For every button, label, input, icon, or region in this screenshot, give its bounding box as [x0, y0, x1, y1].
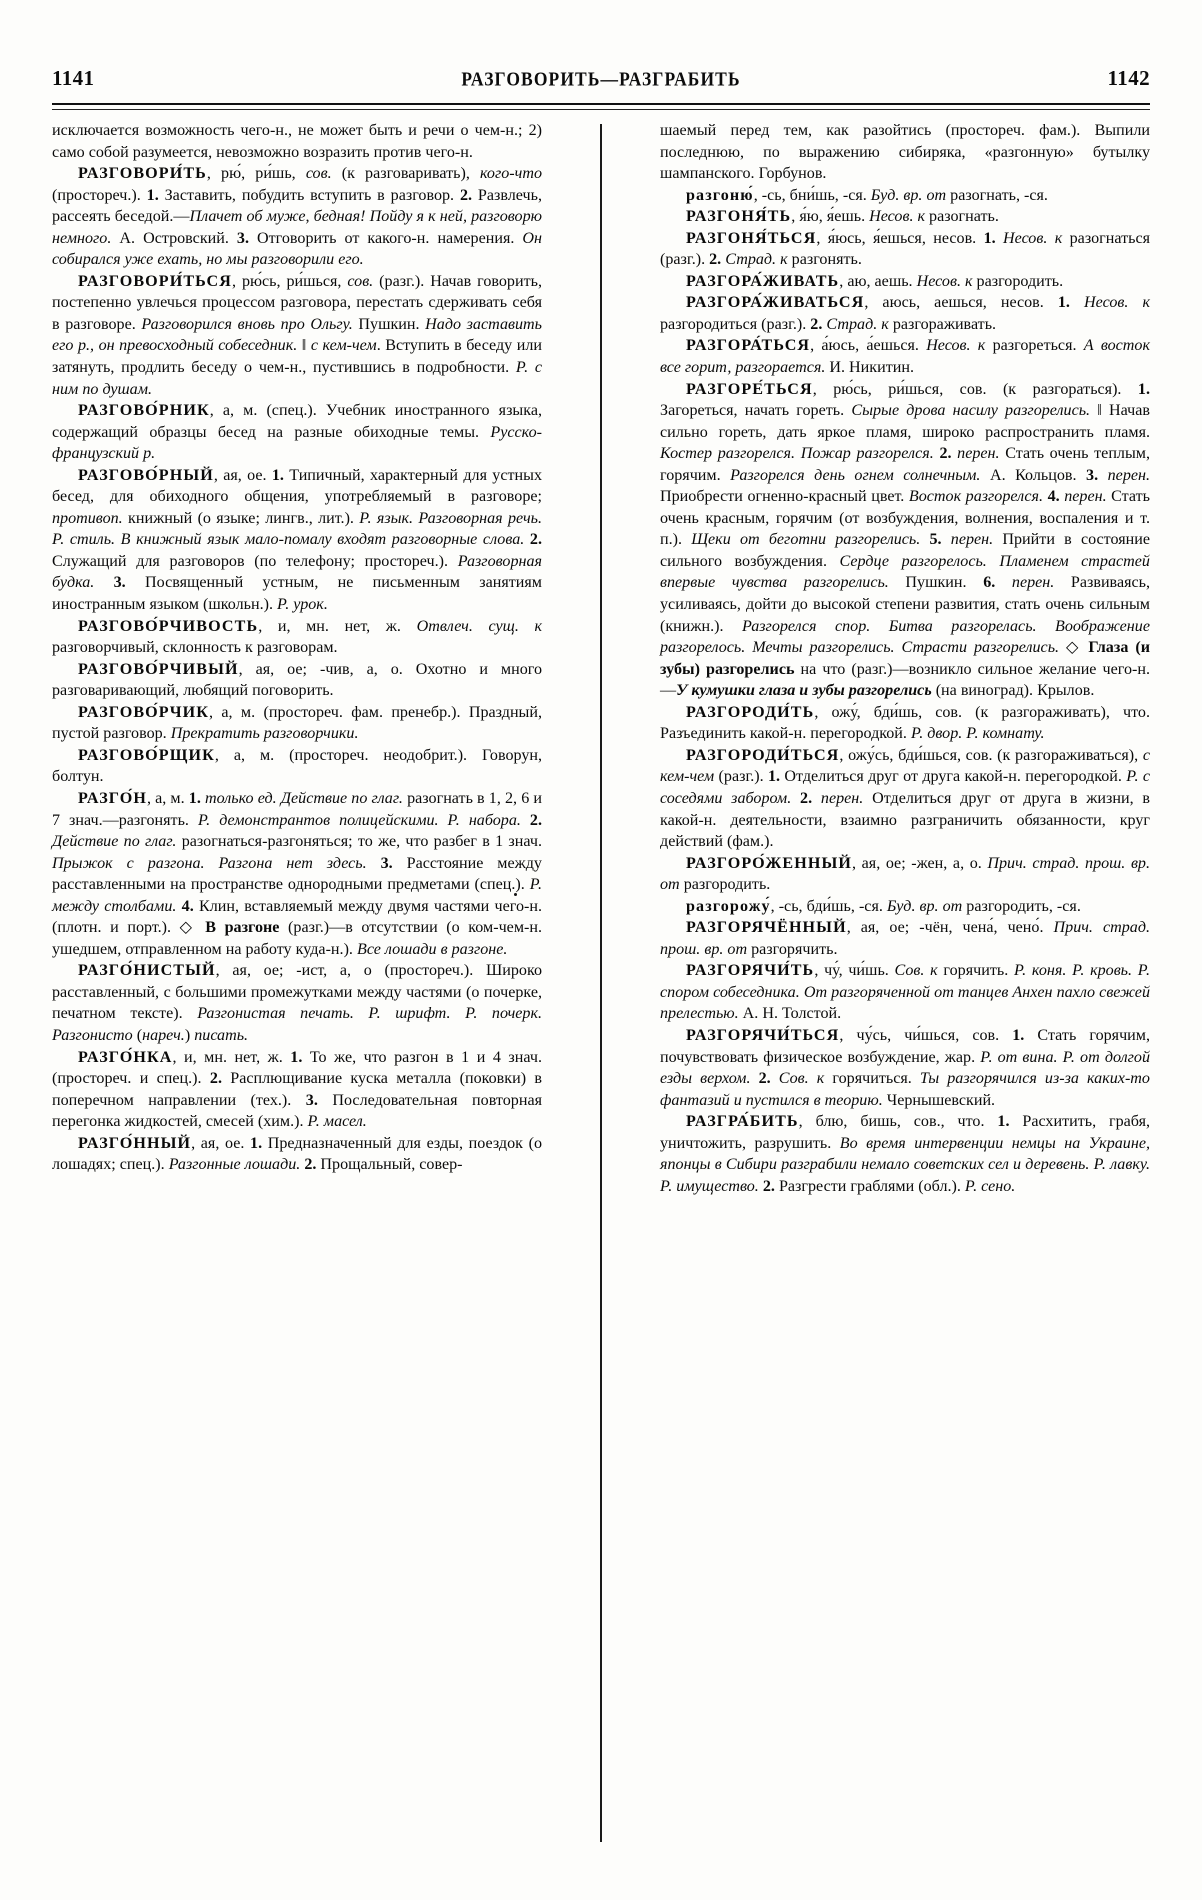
entry-definition: 1. Типичный, характерный для устных бесед, для обиходного общения, употребляемый в разговоре; противоп. книжный (о языке; лингв., лит.). Р. язык. Разговорная речь. Р. стиль. В книжный язык мало-помалу входят разговорные слова. 2. Служащий для разговоров (по телефону; простореч.). Разговорная будка. 3. Посвященный устным, не письменным занятиям иностранным языком (школьн.). Р. урок.: [52, 466, 543, 614]
entry-definition: (простореч.). Широко расставленный, с большими промежутками между частями (о почерке, печатном тексте). Разгонистая печать. Р. шрифт. Р. почерк. Разгонисто (нареч.) писать.: [52, 962, 543, 1044]
entry-grammar: , ая, ое.: [213, 466, 272, 484]
entry-grammar: , а, м.: [209, 703, 264, 721]
entry-headword: РАЗГО́НИСТЫЙ: [78, 962, 216, 980]
entry-headword: РАЗГОВО́РЧИВОСТЬ: [78, 617, 259, 635]
entry-definition: 1. То же, что разгон в 1 и 4 знач. (простореч. и спец.). 2. Расплющивание куска металла (поковки) в поперечном направлении (тех.). 3. Последовательная повторная перегонка жидкостей, смесей (хим.). Р. масел.: [52, 1048, 543, 1131]
entry-headword: РАЗГОРЕ́ТЬСЯ: [686, 380, 813, 398]
entry-definition: Сов. к горячить. Р. коня. Р. кровь. Р. спором собеседника. От разгоряченной от танцев Анхен пахло свежей прелестью. А. Н. Толстой.: [660, 962, 1150, 1023]
entry-grammar: , я́ю, я́ешь.: [791, 208, 870, 226]
entry-grammar: , ожу́, бди́шь, сов.: [814, 703, 976, 721]
entry-headword: разгоню́: [686, 186, 754, 204]
entry-definition: (к разгораться). 1. Загореться, начать гореть. Сырые дрова насилу разгорелись. ‖ Начав сильно гореть, дать яркое пламя, широко распространить пламя. Костер разгорелся. Пожар разгорелся. 2. перен. Стать очень теплым, горячим. Разгорелся день огнем солнечным. А. Кольцов. 3. перен. Приобрести огненно-красный цвет. Восток разгорелся. 4. перен. Стать очень красным, горячим (от возбуждения, волнения, воспаления и т. п.). Щеки от беготни разгорелись. 5. перен. Прийти в состояние сильного возбуждения. Сердце разгорелось. Пламенем страстей впервые чувства разгорелись. Пушкин. 6. перен. Развиваясь, усиливаясь, дойти до высокой степени развития, стать очень сильным (книжн.). Разгорелся спор. Битва разгорелась. Воображение разгорелось. Мечты разгорелись. Страсти разгорелись. ◇ Глаза (и зубы) разгорелись на что (разг.)—возникло сильное желание чего-н.—У кумушки глаза и зубы разгорелись (на виноград). Крылов.: [660, 380, 1151, 700]
entry-headword: РАЗГОРЯЧЁННЫЙ: [686, 919, 847, 937]
dictionary-entry: [660, 379, 1150, 702]
entry-headword: РАЗГО́Н: [78, 789, 147, 807]
entry-headword: РАЗГОРОДИ́ТЬ: [686, 703, 815, 721]
dictionary-entry: [660, 960, 1150, 1025]
entry-definition: 1. только ед. Действие по глаг. разогнать в 1, 2, 6 и 7 знач.—разгонять. Р. демонстрантов полицейскими. Р. набора. 2. Действие по глаг. разогнаться-разгоняться; то же, что разбег в 1 знач. Прыжок с разгона. Разгона нет здесь. 3. Расстояние между расставленными на пространстве однородными предметами (спец.). Р. между столбами. 4. Клин, вставляемый между двумя частями чего-н. (плотн. и порт.). ◇ В разгоне (разг.)—в отсутствии (о ком-чем-н. ушедшем, отправленном на работу куда-н.). Все лошади в разгоне.: [52, 789, 543, 958]
column-gutter: [542, 120, 660, 1850]
entry-grammar: , ая, ое; -чив, а, о.: [238, 660, 416, 678]
entry-definition: 1. Стать горячим, почувствовать физическое возбуждение, жар. Р. от вина. Р. от долгой езды верхом. 2. Сов. к горячиться. Ты разгорячился из-за каких-то фантазий и пустился в теорию. Чернышевский.: [660, 1026, 1150, 1109]
column-left: [52, 120, 542, 1850]
dictionary-entry: [660, 1111, 1150, 1197]
entry-grammar: , а, м.: [214, 746, 290, 764]
entry-grammar: , чу́, чи́шь.: [814, 962, 895, 980]
entry-headword: РАЗГОВО́РЧИВЫЙ: [78, 660, 239, 678]
entry-definition: 1. Расхитить, грабя, уничтожить, разрушить. Во время интервенции немцы на Украине, японцы в Сибири разграбили немало советских сел и деревень. Р. лавку. Р. имущество. 2. Разгрести граблями (обл.). Р. сено.: [660, 1113, 1151, 1195]
entry-grammar: , а, м.: [146, 789, 189, 807]
entry-headword: РАЗГРА́БИТЬ: [686, 1113, 799, 1131]
entry-definition: 1. Несов. к разогнаться (разг.). 2. Страд. к разгонять.: [660, 229, 1150, 269]
entry-definition: Отвлеч. сущ. к разговорчивый, склонность к разговорам.: [52, 617, 542, 657]
dictionary-entry: [660, 292, 1150, 335]
entry-grammar: , аю, аешь.: [839, 272, 917, 290]
entry-definition: сов. (разг.). Начав говорить, постепенно увлечься процессом разговора, перестать сдерживать себя в разговоре. Разговорился вновь про Ольгу. Пушкин. Надо заставить его р., он превосходный собеседник. ‖ с кем-чем. Вступить в беседу или затянуть, продлить беседу о чем-н., пустившись в подробности. Р. с ним по душам.: [52, 272, 542, 398]
column-divider-rule: [600, 124, 602, 1842]
dictionary-entry: [52, 702, 542, 745]
dictionary-entry: [660, 185, 1150, 207]
entry-headword: РАЗГОРЯЧИ́ТЬСЯ: [686, 1026, 840, 1044]
entry-definition: Несов. к разгородить.: [916, 272, 1064, 290]
entry-headword: РАЗГО́ННЫЙ: [78, 1134, 192, 1152]
entry-definition: 1. Предназначенный для езды, поездок (о лошадях; спец.). Разгонные лошади. 2. Прощальный, совер-: [52, 1134, 543, 1174]
dictionary-entry: [660, 917, 1150, 960]
entry-definition: (к разгораживаться), с кем-чем (разг.). 1. Отделиться друг от друга какой-н. перегородкой. Р. с соседями забором. 2. перен. Отделиться друг от друга в жизни, в какой-н. деятельности, взаимно разграничить обязанности, круг действий (фам.).: [660, 746, 1150, 851]
entry-headword: РАЗГОВОРИ́ТЬСЯ: [78, 272, 232, 290]
carryover-paragraph: [52, 120, 542, 163]
entry-definition: Прич. страд. прош. вр. от разгородить.: [660, 854, 1150, 894]
entry-list-right: [660, 185, 1150, 1198]
entry-list-left: [52, 163, 542, 1176]
dictionary-entry: [52, 271, 542, 400]
entry-grammar: , аюсь, аешься, несов.: [864, 294, 1058, 312]
margin-dot-mark: [514, 893, 517, 896]
entry-definition: Прич. страд. прош. вр. от разгорячить.: [660, 919, 1151, 958]
carryover-text: шаемый перед тем, как разойтись (простореч. фам.). Выпили последнюю, по выражению сибиряка, «разгонную» бутылку шампанского. Горбунов.: [660, 122, 1150, 183]
entry-headword: РАЗГОРА́ЖИВАТЬ: [686, 272, 840, 290]
entry-definition: (спец.). Учебник иностранного языка, содержащий образцы бесед на разные обиходные темы. Русско-французский р.: [52, 402, 542, 463]
entry-grammar: , ая, ое; -ист, а, о: [215, 962, 385, 980]
entry-grammar: , и, мн. нет, ж.: [172, 1048, 291, 1066]
entry-grammar: , ая, ое; -чён, чена́, чено́.: [846, 919, 1054, 937]
column-right: [660, 120, 1150, 1850]
dictionary-entry: [52, 960, 542, 1046]
entry-definition: Несов. к разгореться. А восток все горит, разгорается. И. Никитин.: [660, 337, 1151, 377]
dictionary-entry: [52, 788, 542, 960]
entry-definition: сов. (к разговаривать), кого-что (простореч.). 1. Заставить, побудить вступить в разговор. 2. Развлечь, рассеять беседой.—Плачет об муже, бедная! Пойду я к ней, разговорю немного. А. Островский. 3. Отговорить от какого-н. намерения. Он собирался уже ехать, но мы разговорили его.: [52, 165, 543, 269]
entry-headword: РАЗГОРА́ЖИВАТЬСЯ: [686, 294, 865, 312]
text-columns: [52, 120, 1150, 1850]
entry-definition: Буд. вр. от разгородить, -ся.: [886, 897, 1081, 915]
entry-headword: РАЗГОВО́РЩИК: [78, 746, 215, 764]
entry-grammar: , я́юсь, я́ешься, несов.: [816, 229, 984, 247]
dictionary-entry: [660, 335, 1150, 378]
carryover-text: исключается возможность чего-н., не может быть и речи о чем-н.; 2) само собой разумеется, невозможно возразить против чего-н.: [52, 122, 542, 161]
entry-headword: РАЗГОВО́РНИК: [78, 402, 210, 420]
entry-grammar: , ая, ое.: [191, 1134, 251, 1152]
entry-headword: РАЗГОНЯ́ТЬСЯ: [686, 229, 817, 247]
entry-grammar: , и, мн. нет, ж.: [258, 617, 417, 635]
dictionary-entry: [660, 702, 1150, 745]
entry-definition: (простореч. фам. пренебр.). Праздный, пустой разговор. Прекратить разговорчики.: [52, 703, 542, 743]
entry-definition: (к разгораживать), что. Разъединить какой-н. перегородкой. Р. двор. Р. комнату.: [660, 703, 1150, 743]
header-rule-thin: [52, 109, 1150, 110]
entry-grammar: , -сь, бди́шь, -ся.: [770, 897, 887, 915]
entry-headword: РАЗГОВО́РЧИК: [78, 703, 210, 721]
dictionary-entry: [660, 745, 1150, 853]
entry-grammar: , блю, бишь, сов., что.: [798, 1113, 998, 1131]
folio-left: 1141: [52, 66, 95, 90]
dictionary-entry: [660, 228, 1150, 271]
dictionary-entry: [660, 853, 1150, 896]
dictionary-entry: [52, 745, 542, 788]
folio-right: 1142: [1107, 66, 1150, 90]
dictionary-entry: [52, 163, 542, 271]
entry-definition: Несов. к разогнать.: [869, 208, 999, 226]
entry-grammar: , ожу́сь, бди́шься, сов.: [839, 746, 998, 764]
dictionary-entry: [660, 896, 1150, 918]
entry-grammar: , рю́, ри́шь,: [206, 165, 306, 183]
dictionary-entry: [52, 1133, 542, 1176]
dictionary-entry: [660, 271, 1150, 293]
entry-definition: Буд. вр. от разогнать, -ся.: [870, 186, 1048, 204]
carryover-paragraph: [660, 120, 1150, 185]
dictionary-entry: [52, 465, 542, 616]
dictionary-entry: [52, 659, 542, 702]
entry-headword: РАЗГОРЯЧИ́ТЬ: [686, 962, 815, 980]
entry-grammar: , чу́сь, чи́шься, сов.: [839, 1026, 1013, 1044]
entry-headword: РАЗГОРОДИ́ТЬСЯ: [686, 746, 840, 764]
entry-grammar: , рю́сь, ри́шься, сов.: [812, 380, 1003, 398]
entry-grammar: , рю́сь, ри́шься,: [231, 272, 348, 290]
entry-grammar: , а, м.: [209, 402, 267, 420]
entry-definition: Охотно и много разговаривающий, любящий поговорить.: [52, 660, 542, 700]
entry-headword: РАЗГОРА́ТЬСЯ: [686, 337, 811, 355]
page-header: [52, 66, 1150, 96]
entry-grammar: , ая, ое; -жен, а, о.: [852, 854, 988, 872]
entry-headword: разгорожу́: [686, 897, 771, 915]
entry-definition: 1. Несов. к разгородиться (разг.). 2. Страд. к разгораживать.: [660, 294, 1150, 333]
entry-grammar: , -сь, бни́шь, -ся.: [753, 186, 871, 204]
running-head: РАЗГОВОРИТЬ—РАЗГРАБИТЬ: [461, 67, 741, 91]
entry-grammar: , а́юсь, а́ешься.: [810, 337, 927, 355]
header-rule-thick: [52, 103, 1150, 105]
dictionary-entry: [52, 616, 542, 659]
entry-headword: РАЗГОВО́РНЫЙ: [78, 466, 214, 484]
entry-headword: РАЗГОРО́ЖЕННЫЙ: [686, 854, 853, 872]
dictionary-entry: [660, 1025, 1150, 1111]
dictionary-entry: [52, 1047, 542, 1133]
entry-headword: РАЗГО́НКА: [78, 1048, 173, 1066]
entry-headword: РАЗГОВОРИ́ТЬ: [78, 165, 207, 183]
entry-definition: (простореч. неодобрит.). Говорун, болтун.: [52, 746, 543, 786]
dictionary-entry: [660, 206, 1150, 228]
dictionary-entry: [52, 400, 542, 465]
entry-headword: РАЗГОНЯ́ТЬ: [686, 208, 792, 226]
